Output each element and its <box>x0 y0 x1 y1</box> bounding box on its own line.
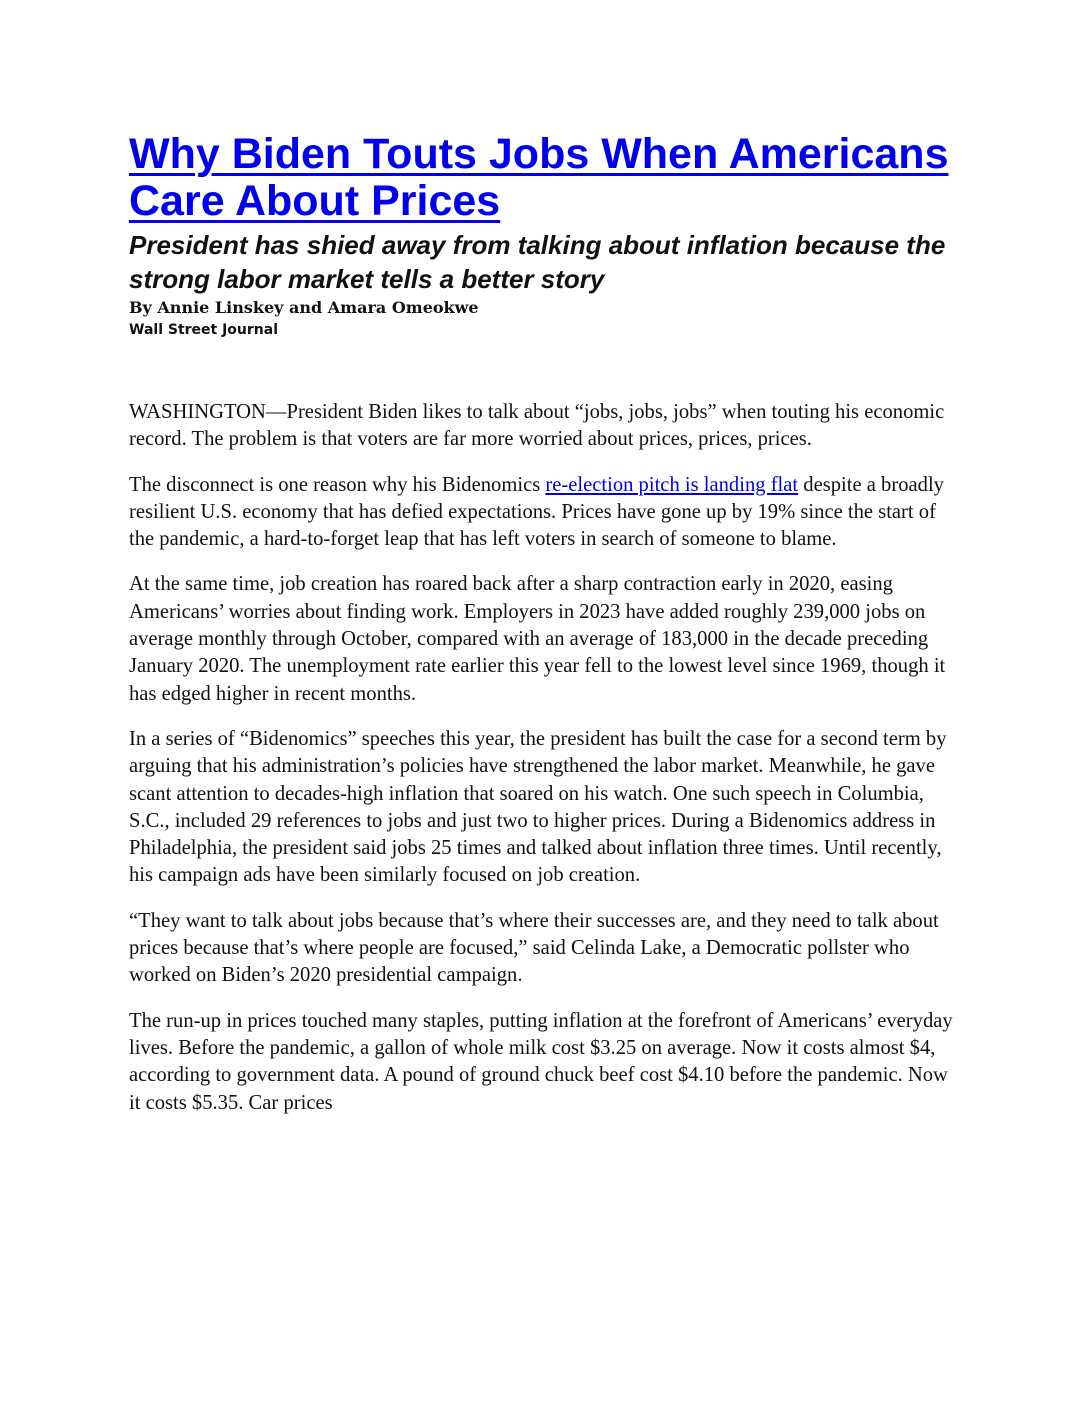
article-byline: By Annie Linskey and Amara Omeokwe <box>129 298 479 317</box>
body-paragraph-1: WASHINGTON—President Biden likes to talk about “jobs, jobs, jobs” when touting his economic record. The problem is that voters are far more worried about prices, prices, prices. <box>129 401 945 451</box>
article-body <box>129 399 959 1135</box>
paragraph-2-text-before-link: The disconnect is one reason why his Bidenomics <box>129 473 546 496</box>
body-paragraph-6: The run-up in prices touched many staples, putting inflation at the forefront of Americans’ everyday lives. Before the pandemic, a gallon of whole milk cost $3.25 on average. Now it costs almost $4, according to government data. A pound of ground chuck beef cost $4.10 before the pandemic. Now it costs $5.35. Car prices <box>129 1009 953 1114</box>
paragraph-2-text-after-link: despite a broadly resilient U.S. economy that has defied expectations. Prices have gone up by 19% since the start of the pandemic, a hard-to-forget leap that has left voters in search of someone to blame. <box>129 473 944 551</box>
article-source: Wall Street Journal <box>129 322 279 338</box>
re-election-pitch-link[interactable]: re-election pitch is landing flat <box>545 473 799 496</box>
body-paragraph-5: “They want to talk about jobs because that’s where their successes are, and they need to talk about prices because that’s where people are focused,” said Celinda Lake, a Democratic pollster who worked on Biden’s 2020 presidential campaign. <box>129 909 939 987</box>
body-paragraph-2 <box>129 472 959 554</box>
body-paragraph-4: In a series of “Bidenomics” speeches this year, the president has built the case for a second term by arguing that his administration’s policies have strengthened the labor market. Meanwhile, he gave scant attention to decades-high inflation that soared on his watch. One such speech in Columbia, S.C., included 29 references to jobs and just two to higher prices. During a Bidenomics address in Philadelphia, the president said jobs 25 times and talked about inflation three times. Until recently, his campaign ads have been similarly focused on job creation. <box>129 727 947 887</box>
body-paragraph-3: At the same time, job creation has roared back after a sharp contraction early in 2020, easing Americans’ worries about finding work. Employers in 2023 have added roughly 239,000 jobs on average monthly through October, compared with an average of 183,000 in the decade preceding January 2020. The unemployment rate earlier this year fell to the lowest level since 1969, though it has edged higher in recent months. <box>129 573 946 705</box>
article-headline-link[interactable]: Why Biden Touts Jobs When Americans Care About Prices <box>129 130 949 225</box>
article-subheadline: President has shied away from talking about inflation because the strong labor market tells a better story <box>129 230 946 294</box>
